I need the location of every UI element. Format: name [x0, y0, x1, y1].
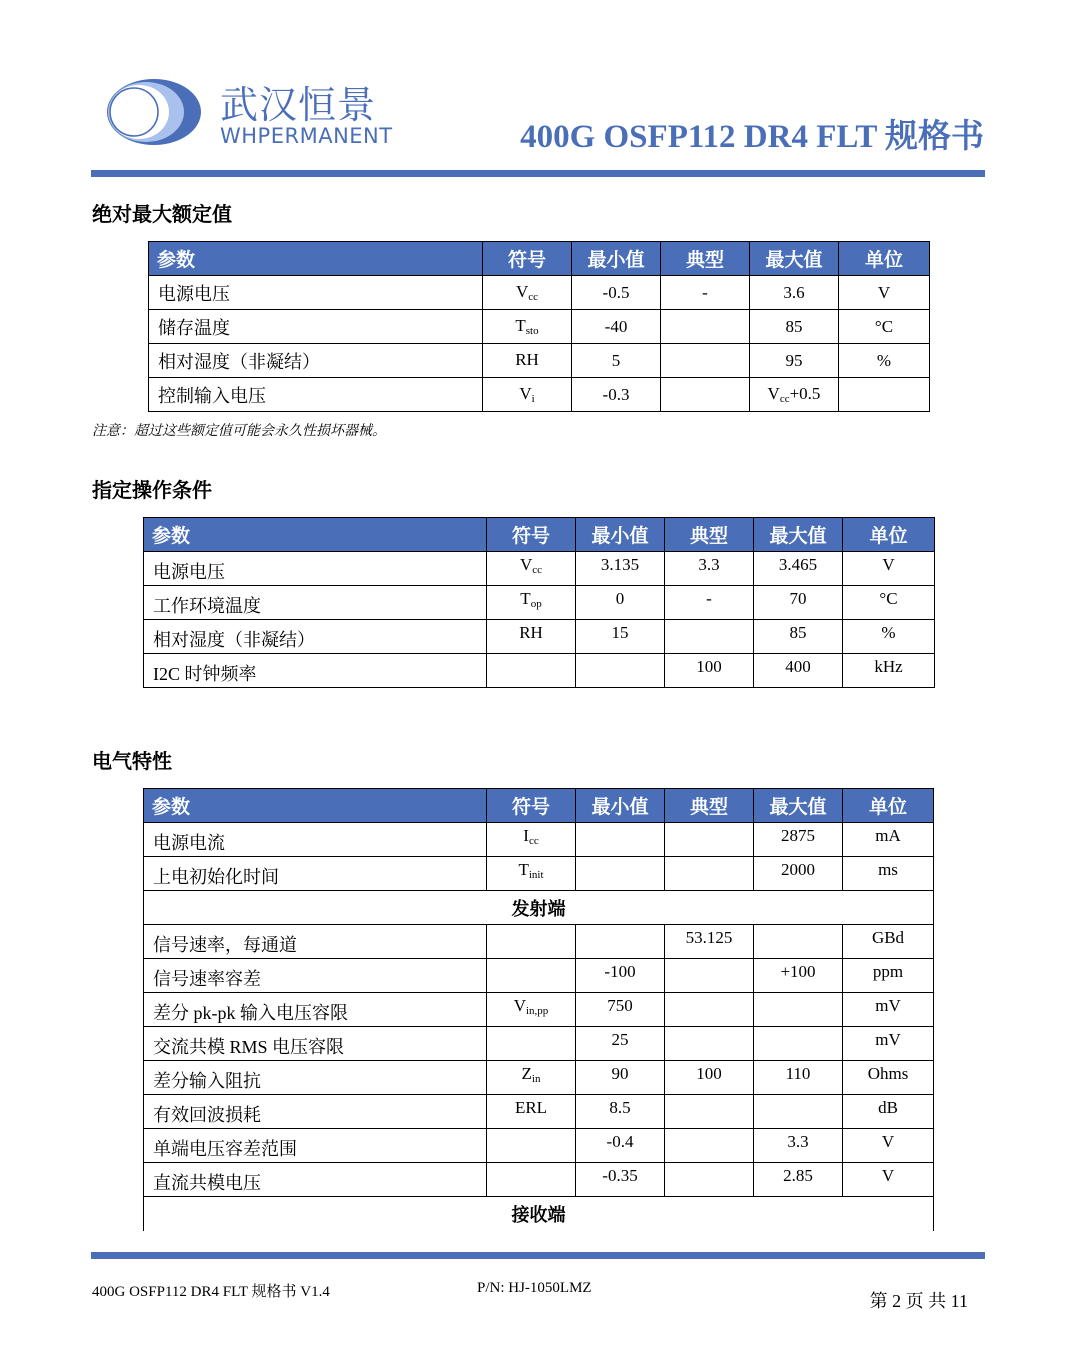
- table-row: [149, 344, 930, 378]
- header-divider: [91, 170, 985, 177]
- brand-name-cn: 武汉恒景: [220, 83, 377, 127]
- symbol-subscript: cc: [528, 835, 539, 847]
- symbol-text: I: [523, 826, 529, 845]
- max-cell: [754, 925, 843, 959]
- symbol-text: V: [515, 282, 529, 301]
- max-cell: [750, 378, 839, 412]
- typ-cell: 3.3: [665, 552, 754, 586]
- company-logo-icon: [106, 76, 206, 148]
- unit-cell: °C: [843, 586, 935, 620]
- typ-cell: 100: [665, 1061, 754, 1095]
- typ-cell: -: [661, 276, 750, 310]
- typ-cell: [665, 1163, 754, 1197]
- symbol-subscript: sto: [525, 325, 539, 337]
- symbol-cell: [487, 1095, 576, 1129]
- header-min: 最小值: [572, 242, 661, 276]
- max-cell: 85: [754, 620, 843, 654]
- elec-table: [143, 788, 934, 1231]
- table-row: [144, 925, 934, 959]
- header-min: 最小值: [576, 789, 665, 823]
- typ-cell: 53.125: [665, 925, 754, 959]
- abs-max-note: 注意：超过这些额定值可能会永久性损坏器械。: [92, 423, 386, 439]
- param-cell: 电源电压: [149, 276, 483, 310]
- header-max: 最大值: [754, 518, 843, 552]
- max-cell: 3.6: [750, 276, 839, 310]
- symbol-cell: [487, 993, 576, 1027]
- header-symbol: 符号: [483, 242, 572, 276]
- param-cell: 信号速率容差: [144, 959, 487, 993]
- rx-subheader: 接收端: [144, 1197, 934, 1231]
- param-cell: 工作环境温度: [144, 586, 487, 620]
- table-row: [144, 586, 935, 620]
- symbol-text: V: [513, 996, 526, 1015]
- header-min: 最小值: [576, 518, 665, 552]
- typ-cell: [665, 620, 754, 654]
- param-cell: I2C 时钟频率: [144, 654, 487, 688]
- header-max: 最大值: [754, 789, 843, 823]
- min-cell: [576, 823, 665, 857]
- unit-cell: V: [843, 1129, 934, 1163]
- typ-cell: 100: [665, 654, 754, 688]
- symbol-cell: [487, 586, 576, 620]
- max-text: V: [767, 384, 780, 403]
- min-cell: -0.35: [576, 1163, 665, 1197]
- unit-cell: mA: [843, 823, 934, 857]
- min-cell: -40: [572, 310, 661, 344]
- symbol-cell: [483, 378, 572, 412]
- symbol-text: T: [518, 860, 529, 879]
- table-row: [144, 620, 935, 654]
- header-param: 参数: [149, 242, 483, 276]
- param-cell: 上电初始化时间: [144, 857, 487, 891]
- param-cell: 电源电流: [144, 823, 487, 857]
- table-row: [144, 552, 935, 586]
- param-cell: 控制输入电压: [149, 378, 483, 412]
- table-header-row: [144, 789, 934, 823]
- min-cell: 90: [576, 1061, 665, 1095]
- max-cell: 2000: [754, 857, 843, 891]
- max-cell: +100: [754, 959, 843, 993]
- header-typ: 典型: [661, 242, 750, 276]
- brand-name-en: WHPERMANENT: [220, 124, 393, 148]
- symbol-text: V: [519, 384, 532, 403]
- max-cell: 110: [754, 1061, 843, 1095]
- symbol-cell: [483, 344, 572, 378]
- table-row: [144, 1163, 934, 1197]
- header-typ: 典型: [665, 518, 754, 552]
- header-param: 参数: [144, 789, 487, 823]
- typ-cell: [665, 1129, 754, 1163]
- min-cell: -100: [576, 959, 665, 993]
- section-title-op-cond: 指定操作条件: [92, 478, 212, 502]
- page-number: 第 2 页 共 11: [869, 1291, 968, 1311]
- table-header-row: [144, 518, 935, 552]
- unit-cell: V: [839, 276, 930, 310]
- min-cell: 15: [576, 620, 665, 654]
- symbol-cell: [487, 823, 576, 857]
- unit-cell: °C: [839, 310, 930, 344]
- symbol-subscript: op: [530, 598, 542, 610]
- symbol-cell: [487, 620, 576, 654]
- header-max: 最大值: [750, 242, 839, 276]
- max-cell: [754, 993, 843, 1027]
- param-cell: 直流共模电压: [144, 1163, 487, 1197]
- subheader-row: [144, 891, 934, 925]
- min-cell: 25: [576, 1027, 665, 1061]
- header-symbol: 符号: [487, 789, 576, 823]
- op-cond-table: [143, 517, 935, 688]
- header-param: 参数: [144, 518, 487, 552]
- unit-cell: V: [843, 552, 935, 586]
- header-symbol: 符号: [487, 518, 576, 552]
- table-row: [144, 857, 934, 891]
- symbol-cell: [487, 1061, 576, 1095]
- symbol-cell: [483, 276, 572, 310]
- table-row: [149, 276, 930, 310]
- header-typ: 典型: [665, 789, 754, 823]
- param-cell: 差分 pk-pk 输入电压容限: [144, 993, 487, 1027]
- param-cell: 信号速率，每通道: [144, 925, 487, 959]
- param-cell: 有效回波损耗: [144, 1095, 487, 1129]
- param-cell: 交流共模 RMS 电压容限: [144, 1027, 487, 1061]
- header-unit: 单位: [843, 789, 934, 823]
- symbol-text: RH: [515, 350, 539, 369]
- symbol-text: T: [520, 589, 531, 608]
- max-subscript: cc: [779, 393, 790, 405]
- max-cell: 3.3: [754, 1129, 843, 1163]
- typ-cell: [661, 344, 750, 378]
- header-unit: 单位: [839, 242, 930, 276]
- symbol-cell: [487, 654, 576, 688]
- max-cell: 2.85: [754, 1163, 843, 1197]
- symbol-subscript: in,pp: [525, 1005, 549, 1017]
- table-row: [144, 993, 934, 1027]
- symbol-cell: [487, 1129, 576, 1163]
- unit-cell: kHz: [843, 654, 935, 688]
- table-header-row: [149, 242, 930, 276]
- footer-part-number: P/N: HJ-1050LMZ: [477, 1280, 592, 1296]
- unit-cell: mV: [843, 1027, 934, 1061]
- unit-cell: V: [843, 1163, 934, 1197]
- symbol-cell: [487, 857, 576, 891]
- param-cell: 储存温度: [149, 310, 483, 344]
- unit-cell: ms: [843, 857, 934, 891]
- table-row: [144, 1129, 934, 1163]
- unit-cell: %: [839, 344, 930, 378]
- max-cell: [754, 1027, 843, 1061]
- unit-cell: %: [843, 620, 935, 654]
- min-cell: 0: [576, 586, 665, 620]
- min-cell: 5: [572, 344, 661, 378]
- min-cell: -0.4: [576, 1129, 665, 1163]
- symbol-cell: [487, 959, 576, 993]
- param-cell: 相对湿度（非凝结）: [144, 620, 487, 654]
- max-tail: +0.5: [789, 384, 821, 403]
- max-cell: 400: [754, 654, 843, 688]
- symbol-text: RH: [519, 623, 543, 642]
- table-row: [144, 823, 934, 857]
- symbol-subscript: i: [531, 393, 535, 405]
- unit-cell: mV: [843, 993, 934, 1027]
- symbol-cell: [483, 310, 572, 344]
- symbol-text: T: [515, 316, 526, 335]
- document-title: 400G OSFP112 DR4 FLT 规格书: [520, 119, 984, 155]
- max-cell: 85: [750, 310, 839, 344]
- max-cell: 3.465: [754, 552, 843, 586]
- min-cell: -0.5: [572, 276, 661, 310]
- typ-cell: -: [665, 586, 754, 620]
- table-row: [144, 1095, 934, 1129]
- typ-cell: [661, 310, 750, 344]
- subheader-row: [144, 1197, 934, 1231]
- table-row: [144, 654, 935, 688]
- symbol-text: V: [519, 555, 533, 574]
- min-cell: 8.5: [576, 1095, 665, 1129]
- symbol-cell: [487, 552, 576, 586]
- param-cell: 差分输入阻抗: [144, 1061, 487, 1095]
- table-row: [144, 1061, 934, 1095]
- footer-doc-version: 400G OSFP112 DR4 FLT 规格书 V1.4: [92, 1284, 330, 1300]
- unit-cell: dB: [843, 1095, 934, 1129]
- symbol-text: Z: [521, 1064, 532, 1083]
- param-cell: 相对湿度（非凝结）: [149, 344, 483, 378]
- max-cell: 2875: [754, 823, 843, 857]
- min-cell: 750: [576, 993, 665, 1027]
- table-row: [144, 1027, 934, 1061]
- symbol-cell: [487, 1163, 576, 1197]
- typ-cell: [665, 959, 754, 993]
- table-row: [149, 310, 930, 344]
- abs-max-table: [148, 241, 930, 412]
- symbol-text: ERL: [514, 1098, 548, 1117]
- symbol-subscript: cc: [532, 564, 543, 576]
- max-cell: [754, 1095, 843, 1129]
- typ-cell: [661, 378, 750, 412]
- typ-cell: [665, 857, 754, 891]
- table-row: [144, 959, 934, 993]
- table-row: [149, 378, 930, 412]
- typ-cell: [665, 1027, 754, 1061]
- unit-cell: GBd: [843, 925, 934, 959]
- typ-cell: [665, 993, 754, 1027]
- unit-cell: ppm: [843, 959, 934, 993]
- tx-subheader: 发射端: [144, 891, 934, 925]
- symbol-cell: [487, 1027, 576, 1061]
- min-cell: [576, 925, 665, 959]
- min-cell: -0.3: [572, 378, 661, 412]
- footer-divider: [91, 1252, 985, 1259]
- min-cell: [576, 857, 665, 891]
- symbol-subscript: init: [528, 869, 544, 881]
- max-cell: 70: [754, 586, 843, 620]
- param-cell: 单端电压容差范围: [144, 1129, 487, 1163]
- min-cell: 3.135: [576, 552, 665, 586]
- symbol-subscript: in: [531, 1073, 541, 1085]
- section-title-elec: 电气特性: [92, 749, 172, 773]
- min-cell: [576, 654, 665, 688]
- param-cell: 电源电压: [144, 552, 487, 586]
- unit-cell: Ohms: [843, 1061, 934, 1095]
- section-title-abs-max: 绝对最大额定值: [92, 202, 232, 226]
- symbol-subscript: cc: [528, 291, 539, 303]
- symbol-cell: [487, 925, 576, 959]
- header-unit: 单位: [843, 518, 935, 552]
- typ-cell: [665, 823, 754, 857]
- typ-cell: [665, 1095, 754, 1129]
- unit-cell: [839, 378, 930, 412]
- max-cell: 95: [750, 344, 839, 378]
